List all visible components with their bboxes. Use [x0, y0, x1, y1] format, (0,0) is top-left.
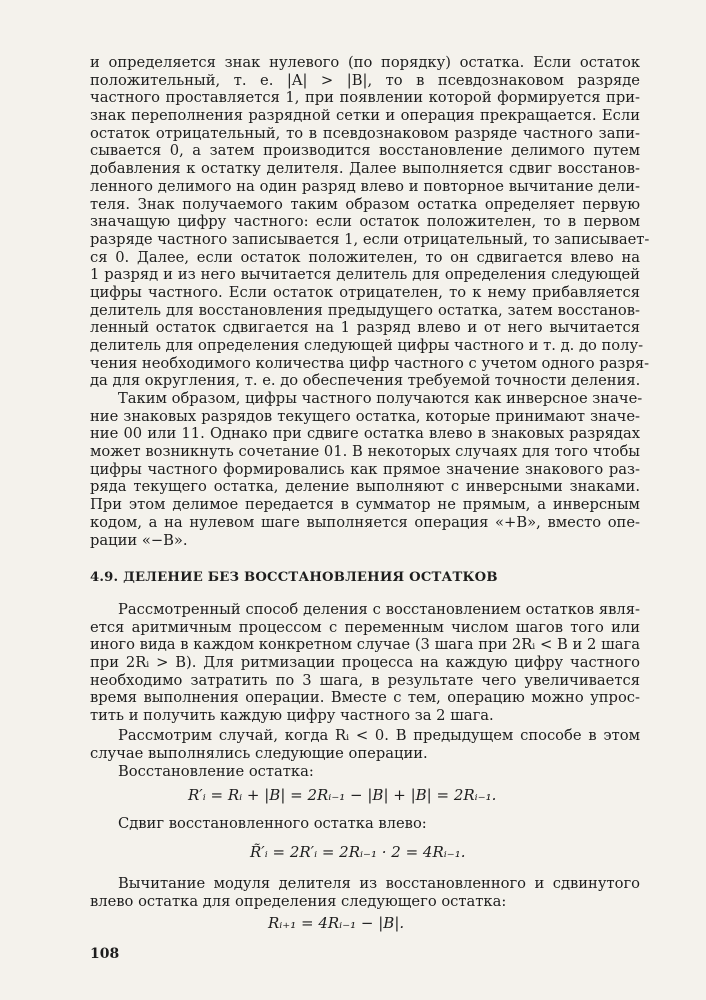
text-line: 1 разряд и из него вычитается делитель для определения следующей: [90, 266, 640, 284]
text-line: рации «−B».: [90, 531, 188, 549]
text-line: Рассмотренный способ деления с восстановлением остатков явля-: [118, 601, 640, 618]
text-line: кодом, а на нулевом шаге выполняется операция «+B», вместо опе-: [90, 513, 640, 531]
text-line: цифры частного. Если остаток отрицателен, то к нему прибавляется: [90, 283, 640, 301]
paragraph-5: [90, 875, 640, 910]
label-shift: Сдвиг восстановленного остатка влево:: [118, 815, 427, 832]
formula-subtract: Rᵢ₊₁ = 4Rᵢ₋₁ − |B|.: [268, 914, 405, 932]
text-line: ние знаковых разрядов текущего остатка, которые принимают значе-: [90, 407, 640, 425]
page-number: 108: [90, 946, 120, 962]
text-line: при 2Rᵢ > B). Для ритмизации процесса на каждую цифру частного: [90, 654, 640, 672]
text-line: тить и получить каждую цифру частного за 2 шага.: [90, 707, 494, 725]
paragraph-4: [90, 727, 640, 762]
text-line: частного проставляется 1, при появлении которой формируется при-: [90, 89, 640, 107]
text-line: ние 00 или 11. Однако при сдвиге остатка влево в знаковых разрядах: [90, 425, 640, 443]
text-line: добавления к остатку делителя. Далее выполняется сдвиг восстанов-: [90, 160, 640, 178]
text-line: ленный остаток сдвигается на 1 разряд влево и от него вычитается: [90, 319, 640, 337]
text-line: может возникнуть сочетание 01. В некоторых случаях для того чтобы: [90, 443, 640, 461]
text-line: необходимо затратить по 3 шага, в результате чего увеличивается: [90, 671, 640, 689]
text-line: и определяется знак нулевого (по порядку) остатка. Если остаток: [90, 54, 640, 71]
section-heading: 4.9. ДЕЛЕНИЕ БЕЗ ВОССТАНОВЛЕНИЯ ОСТАТКОВ: [90, 570, 498, 585]
text-line: Рассмотрим случай, когда Rᵢ < 0. В предыдущем способе в этом: [118, 727, 640, 744]
text-line: ся 0. Далее, если остаток положителен, то он сдвигается влево на: [90, 248, 640, 266]
text-line: время выполнения операции. Вместе с тем, операцию можно упрос-: [90, 689, 640, 707]
label-restore: Восстановление остатка:: [118, 763, 314, 780]
text-line: иного вида в каждом конкретном случае (3 шага при 2Rᵢ < B и 2 шага: [90, 636, 640, 654]
text-line: разряде частного записывается 1, если отрицательный, то записывает-: [90, 230, 650, 248]
paragraph-2: [90, 390, 643, 549]
text-line: значащую цифру частного: если остаток положителен, то в первом: [90, 213, 640, 231]
text-line: сывается 0, а затем производится восстановление делимого путем: [90, 142, 640, 160]
text-line: При этом делимое передается в сумматор не прямым, а инверсным: [90, 496, 640, 514]
text-line: Таким образом, цифры частного получаются как инверсное значе-: [118, 390, 643, 407]
paragraph-3: [90, 601, 640, 725]
text-line: ется аритмичным процессом с переменным числом шагов того или: [90, 618, 640, 636]
text-line: влево остатка для определения следующего остатка:: [90, 892, 507, 910]
text-line: случае выполнялись следующие операции.: [90, 744, 428, 762]
text-line: остаток отрицательный, то в псевдознаковом разряде частного запи-: [90, 124, 640, 142]
text-line: теля. Знак получаемого таким образом остатка определяет первую: [90, 195, 640, 213]
text-line: чения необходимого количества цифр частного с учетом одного разря-: [90, 354, 650, 372]
formula-shift: R̃′ᵢ = 2R′ᵢ = 2Rᵢ₋₁ · 2 = 4Rᵢ₋₁.: [250, 843, 466, 861]
text-line: Вычитание модуля делителя из восстановленного и сдвинутого: [118, 875, 640, 892]
text-line: цифры частного формировались как прямое значение знакового раз-: [90, 460, 640, 478]
text-line: делитель для определения следующей цифры частного и т. д. до полу-: [90, 337, 644, 354]
text-line: ряда текущего остатка, деление выполняют с инверсными знаками.: [90, 478, 640, 496]
formula-restore: R′ᵢ = Rᵢ + |B| = 2Rᵢ₋₁ − |B| + |B| = 2Rᵢ₋₁.: [188, 786, 497, 804]
text-line: ленного делимого на один разряд влево и повторное вычитание дели-: [90, 177, 640, 195]
paragraph-1: [90, 54, 650, 390]
text-line: знак переполнения разрядной сетки и операция прекращается. Если: [90, 107, 640, 125]
text-line: делитель для восстановления предыдущего остатка, затем восстанов-: [90, 301, 640, 319]
text-line: да для округления, т. е. до обеспечения требуемой точности деления.: [90, 372, 641, 390]
text-line: положительный, т. е. |A| > |B|, то в псевдознаковом разряде: [90, 71, 640, 89]
